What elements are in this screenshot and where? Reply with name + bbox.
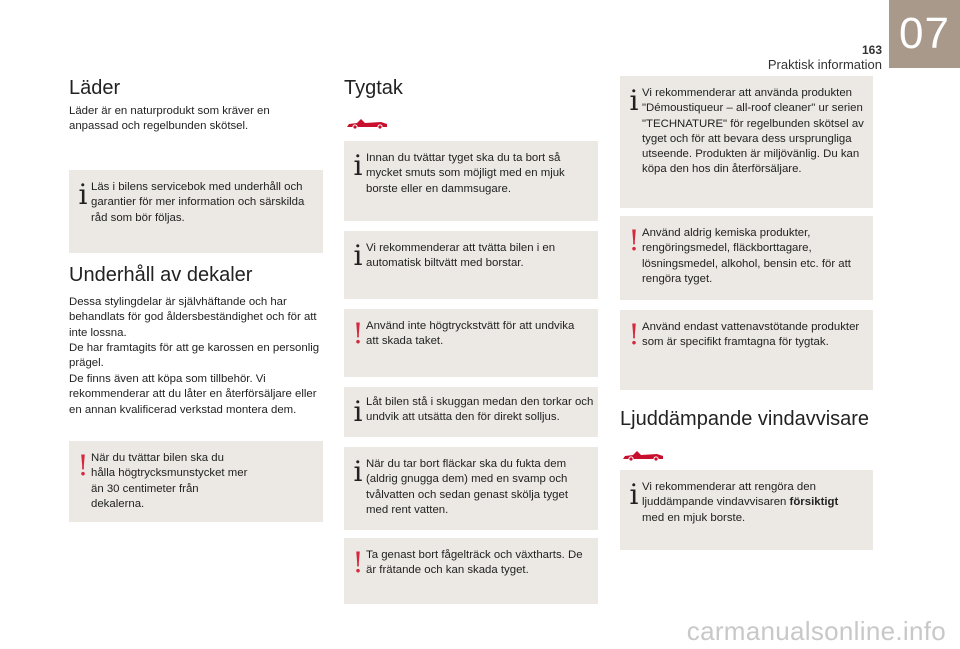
water-repellent-text: Använd endast vattenavstötande produkter som är specifikt framtagna för tygtak. (642, 321, 860, 349)
fabric-note-2 (344, 231, 598, 299)
fabric-warning-2-text: Ta genast bort fågelträck och växtharts. De är frätande och kan skada tyget. (366, 549, 583, 577)
info-icon: i (629, 84, 639, 117)
wind-deflector-note (620, 470, 873, 550)
decals-warning-text: När du tvättar bilen ska du hålla högtrycksmunstycket mer än 30 centimeter från dekalerna. (91, 452, 248, 510)
cleaner-product-note (620, 76, 873, 208)
convertible-car-icon (345, 114, 389, 130)
warning-icon: ! (352, 317, 364, 350)
fabric-warning-1-text: Använd inte högtryckstvätt för att undvika att skada taket. (366, 320, 575, 348)
wind-deflector-text (642, 480, 853, 526)
warning-icon: ! (77, 449, 89, 482)
info-icon: i (353, 239, 363, 272)
leather-info-note (69, 170, 323, 253)
warning-icon: ! (352, 546, 364, 579)
info-icon: i (629, 478, 639, 511)
fabric-note-1 (344, 141, 598, 221)
decals-warning-note (69, 441, 323, 522)
wind-deflector-heading: Ljuddämpande vindavvisare (620, 408, 870, 430)
info-icon: i (353, 395, 363, 428)
chemicals-warning-note (620, 216, 873, 300)
water-repellent-warning-note (620, 310, 873, 390)
fabric-note-2-text: Vi rekommenderar att tvätta bilen i en automatisk biltvätt med borstar. (366, 242, 556, 270)
chemicals-warning-text: Använd aldrig kemiska produkter, rengöringsmedel, fläckborttagare, lösningsmedel, alkohol, bensin etc. för att rengöra tyget. (642, 227, 851, 285)
fabric-warning-2 (344, 538, 598, 604)
fabric-note-4-text: När du tar bort fläckar ska du fukta dem (aldrig gnugga dem) med en svamp och tvålvatten och sedan genast skölja tyget med rent vatten. (366, 458, 568, 516)
leather-body: Läder är en naturprodukt som kräver en anpassad och regelbunden skötsel. (69, 105, 270, 133)
decals-heading: Underhåll av dekaler (69, 264, 253, 286)
wind-deflector-text-post: med en mjuk borste. (642, 511, 746, 524)
chapter-tab: 07 (889, 0, 960, 68)
warning-icon: ! (628, 318, 640, 351)
fabric-note-1-text: Innan du tvättar tyget ska du ta bort så mycket smuts som möjligt med en mjuk borste eller en dammsugare. (366, 152, 565, 195)
section-name: Praktisk information (767, 57, 882, 72)
leather-heading: Läder (69, 77, 121, 99)
warning-icon: ! (628, 224, 640, 257)
info-icon: i (78, 178, 88, 211)
info-icon: i (353, 455, 363, 488)
info-icon: i (353, 149, 363, 182)
leather-note-text: Läs i bilens servicebok med underhåll och garantier för mer information och särskilda råd som bör följas. (91, 181, 305, 224)
fabric-note-3 (344, 387, 598, 437)
page-number: 163 (861, 43, 882, 57)
decals-body-1: Dessa stylingdelar är självhäftande och har behandlats för god åldersbeständighet och för att inte lossna. (69, 296, 317, 339)
fabric-warning-1 (344, 309, 598, 377)
decals-body-3: De finns även att köpa som tillbehör. Vi rekommenderar att du låter en återförsäljare eller en annan kvalificerad verkstad montera dem. (69, 373, 317, 416)
fabric-note-3-text: Låt bilen stå i skuggan medan den torkar och undvik att utsätta den för direkt solljus. (366, 396, 594, 424)
convertible-car-icon (621, 446, 665, 462)
wind-deflector-text-pre: Vi rekommenderar att rengöra den ljuddämpande vindavvisaren (642, 481, 816, 509)
fabric-note-4 (344, 447, 598, 530)
fabric-roof-heading: Tygtak (344, 77, 403, 99)
decals-body-2: De har framtagits för att ge karossen en personlig prägel. (69, 342, 320, 370)
wind-deflector-text-bold: försiktigt (789, 496, 839, 509)
cleaner-product-text: Vi rekommenderar att använda produkten "Démoustiqueur – all-roof cleaner" ur serien "TECHNATURE" för regelbunden skötsel av tyget och för att bevara dess ursprungliga utseende. Produkten är miljövänlig. Du kan köpa den hos din återförsäljare. (642, 87, 864, 176)
watermark: carmanualsonline.info (686, 616, 946, 646)
